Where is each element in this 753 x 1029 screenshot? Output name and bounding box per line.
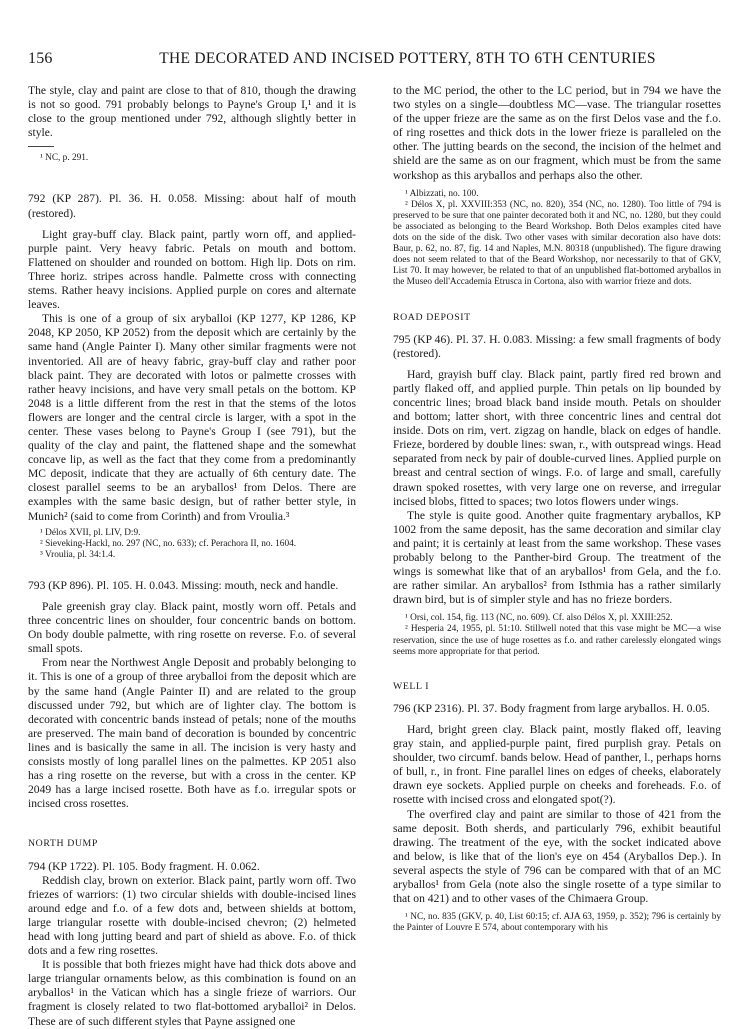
footnote: ¹ NC, p. 291. (40, 153, 89, 164)
footnote: ² Délos X, pl. XXVIII:353 (NC, no. 820), 354 (NC, no. 1280). Too little of 794 is preserved to be sure that one painter decorated both it and NC, no. 1280, but they could be associated as belonging to the Beard Workshop. Both Delos examples cited have dots on the side of the disk. Two other vases with similar decoration also have dots: Baur, p. 62, no. 87, fig. 14 and Naples, M.N. 80318 (unpublished). The figure drawing does not seem related to that of the Beard Workshop, nor necessarily to that of GKV, List 70. It may however, be related to that of an unpublished flat-bottomed aryballos in the Museo dell'Accademia Etrusca in Cortona, also with warrior frieze and dots. (393, 199, 721, 288)
section-heading-north-dump: NORTH DUMP (28, 838, 98, 850)
entry-793-title: 793 (KP 896). Pl. 105. H. 0.043. Missing: mouth, neck and handle. (28, 578, 339, 592)
entry-792-description: Light gray-buff clay. Black paint, partly worn off, and applied-purple paint. Very heavy fabric. Petals on mouth and bottom. Flattened on shoulder and rounded on bottom. High lip. Dots on rim. Three horiz. stripes across handle. Palmette cross with connecting stems. Rather heavy incisions. Applied purple on cores and alternate leaves. (28, 227, 356, 312)
entry-794-title: 794 (KP 1722). Pl. 105. Body fragment. H. 0.062. (28, 859, 260, 873)
entry-792-discussion: This is one of a group of six aryballoi (KP 1277, KP 1286, KP 2048, KP 2050, KP 2052) from the deposit which are certainly by the same hand (Angle Painter I). Many other similar fragments were not inventoried. All are of heavy fabric, gray-buff clay and rather poor black paint. They are decorated with lotos or palmette crosses with rather heavy incisions, and have very small petals on the bottom. KP 2048 is a little different from the rest in that the stems of the lotos flowers are longer and the central circle is larger, with a spot in the center. These vases belong to Payne's Group I (see 791), but the quality of the clay and paint, the flattened shape and the somewhat concave lip, as well as the fact that they come from a predominantly MC deposit, indicate that they are actually of 6th century date. The closest parallel seems to be an aryballos¹ from Delos. There are examples with the same basic design, but of rather better style, in Munich² (said to come from Corinth) and from Vroulia.³ (28, 312, 356, 523)
footnote: ³ Vroulia, pl. 34:1.4. (40, 549, 116, 560)
footnote: ² Sieveking-Hackl, no. 297 (NC, no. 633); cf. Perachora II, no. 1604. (40, 538, 297, 549)
entry-794-description: Reddish clay, brown on exterior. Black paint, partly worn off. Two friezes of warriors: (1) two circular shields with double-incised lines around edge and f.o. of a few dots and, between shields at bottom, large triangular rosette with double-incised chevron; (2) helmeted head with long jutting beard and part of shield as above. F.o. of thick dots and a few ring rosettes. (28, 873, 356, 958)
entry-795-title: 795 (KP 46). Pl. 37. H. 0.083. Missing: a few small fragments of body (restored). (393, 332, 721, 360)
entry-795-description: Hard, grayish buff clay. Black paint, partly fired red brown and partly flaked off, and applied purple. Thin petals on lip bounded by concentric lines; broad black band inside mouth. Petals on shoulder and bottom; latter short, with three concentric lines and central dot inside. Dots on rim, vert. zigzag on handle, black on edges of handle. Frieze, bordered by double lines: swan, r., with outspread wings. Head separated from neck by pair of double-curved lines. Applied purple on breast and central section of wings. F.o. of large and small, carefully drawn spoked rosettes, with very large one on reverse, and irregular incised blobs, fitted to spaces; two lotos flowers under wings. (393, 367, 721, 508)
running-head: THE DECORATED AND INCISED POTTERY, 8TH TO 6TH CENTURIES (159, 50, 656, 67)
footnote-rule (28, 146, 54, 147)
entry-793-discussion: From near the Northwest Angle Deposit and probably belonging to it. This is one of a group of three aryballoi from the deposit which are by the same hand (Angle Painter II) and are related to the group discussed under 792, but which are of lighter clay. The bottom is decorated with concentric bands instead of petals; none of the mouths are preserved. The main band of decoration is bounded by concentric lines and is basically the same in all. The incision is very hasty and consists mostly of long parallel lines on the palmettes. KP 2051 also has a ring rosette on the reverse, but with a cross in the center. KP 2049 has a large incised rosette. Both have as f.o. irregular spots or incised cross rosettes. (28, 656, 356, 811)
entry-794-discussion: It is possible that both friezes might have had thick dots above and large triangular ornaments below, as this combination is found on an aryballos¹ in the Vatican which has a single frieze of warriors. Our fragment is closely related to two flat-bottomed aryballoi² in Delos. These are of such different styles that Payne assigned one (28, 958, 356, 1028)
footnote: ¹ Albizzati, no. 100. (405, 188, 479, 199)
entry-796-description: Hard, bright green clay. Black paint, mostly flaked off, leaving gray stain, and applied-purple paint, fired purplish gray. Petals on shoulder, two circumf. bands below. Head of panther, l., perhaps horns of bull, r., in front. Fine parallel lines on edges of cheeks, elaborately drawn eye sockets. Applied purple on cheeks and foreheads. F.o. of rosette with incised cross and elongated spot(?). (393, 722, 721, 807)
entry-796-title: 796 (KP 2316). Pl. 37. Body fragment from large aryballos. H. 0.05. (393, 701, 710, 715)
entry-792-title: 792 (KP 287). Pl. 36. H. 0.058. Missing: about half of mouth (restored). (28, 192, 356, 220)
footnote: ¹ Orsi, col. 154, fig. 113 (NC, no. 609). Cf. also Délos X, pl. XXIII:252. (405, 613, 673, 624)
entry-796-discussion: The overfired clay and paint are similar to those of 421 from the same deposit. Both sherds, and particularly 796, exhibit beautiful drawing. The treatment of the eye, with the socket indicated above and below, is like that of the lion's eye on 454 (Aryballos Dep.). In several aspects the style of 796 can be compared with that of an MC aryballos¹ from Gela (note also the single rosette of a type similar to that on 421) and to other vases of the Chimaera Group. (393, 807, 721, 906)
entry-793-description: Pale greenish gray clay. Black paint, mostly worn off. Petals and three concentric lines on shoulder, four concentric bands on bottom. On body double palmette, with ring rosette on reverse. F.o. of several small spots. (28, 600, 356, 656)
right-column (393, 84, 721, 934)
page-header (28, 50, 731, 72)
entry-794-continued: to the MC period, the other to the LC period, but in 794 we have the two styles on a single—doubtless MC—vase. The triangular rosettes of the upper frieze are the same as on the first Delos vase and the f.o. of ring rosettes and thick dots in the lower frieze is paralleled on the other. The jutting beards on the second, the incision of the helmet and shield are the same as on our fragment, which must be from the same workshop as this aryballos and perhaps also the other. (393, 84, 721, 182)
page-number: 156 (28, 50, 53, 67)
entry-795-discussion: The style is quite good. Another quite fragmentary aryballos, KP 1002 from the same deposit, has the same decoration and similar clay and paint; it is certainly at least from the same workshop. These vases probably belong to the Panther-bird Group. The treatment of the wings is somewhat like that of an aryballos¹ from Gela, and the f.o. are rather similar. An aryballos² from Isthmia has a rather similarly drawn bird, but is of simpler style and has no frieze borders. (393, 508, 721, 607)
section-heading-road-deposit: ROAD DEPOSIT (393, 311, 471, 323)
footnote: ¹ NC, no. 835 (GKV, p. 40, List 60:15; cf. AJA 63, 1959, p. 352); 796 is certainly by the Painter of Louvre E 574, about contemporary with his (393, 912, 721, 934)
intro-paragraph: The style, clay and paint are close to that of 810, though the drawing is not so good. 791 probably belongs to Payne's Group I,¹ and it is close to the group mentioned under 792, although slightly better in style. (28, 84, 356, 140)
section-heading-well-i: WELL I (393, 680, 430, 692)
footnote: ¹ Délos XVII, pl. LIV, D:9. (40, 527, 141, 538)
footnote: ² Hesperia 24, 1955, pl. 51:10. Stillwell noted that this vase might be MC—a wise reservation, since the use of huge rosettes as f.o. and rather carelessly elongated wings seems more appropriate for that period. (393, 624, 721, 657)
left-column (28, 84, 356, 1029)
